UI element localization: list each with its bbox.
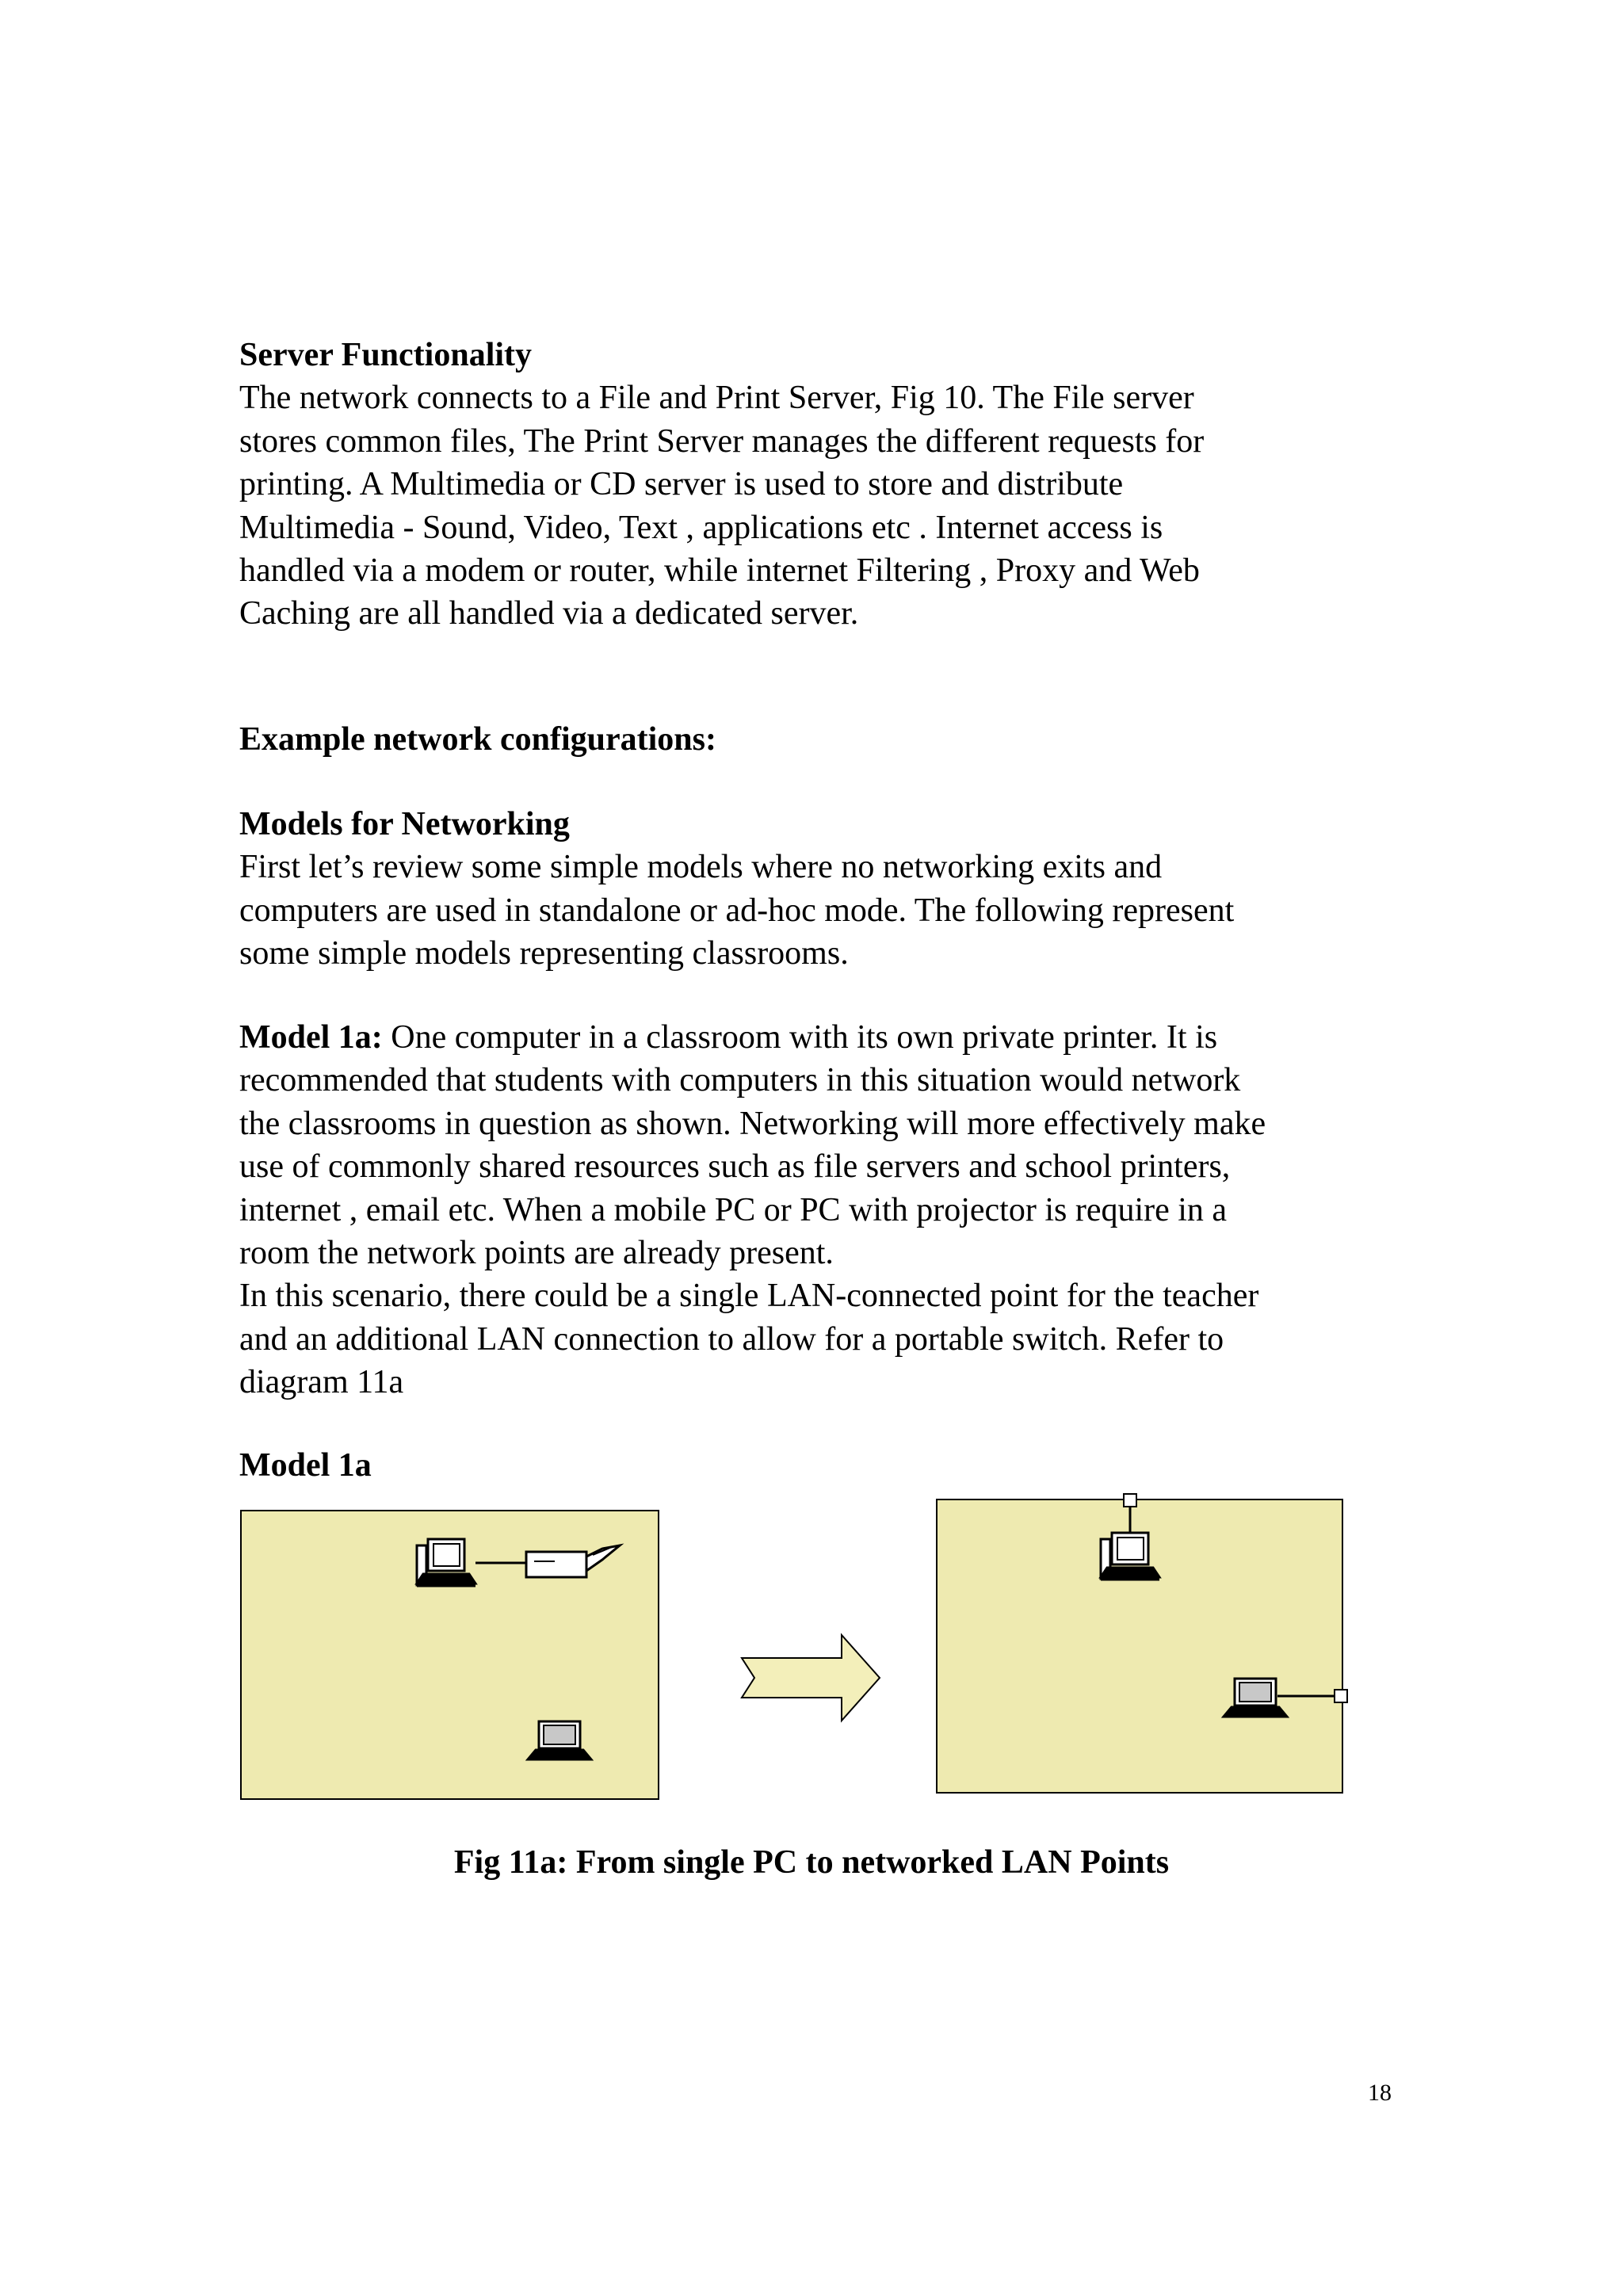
classroom-before (241, 1511, 659, 1799)
right-arrow-icon (742, 1635, 880, 1721)
paragraph-line: computers are used in standalone or ad-hoc mode. The following represent (239, 892, 1235, 929)
paragraph-line: Caching are all handled via a dedicated server. (239, 595, 859, 632)
paragraph-line: The network connects to a File and Print Server, Fig 10. The File server (239, 380, 1194, 417)
paragraph-line: room the network points are already present. (239, 1235, 834, 1272)
paragraph-line: First let’s review some simple models where no networking exits and (239, 849, 1163, 886)
paragraph-line: Multimedia - Sound, Video, Text , applications etc . Internet access is (239, 509, 1163, 546)
lan-point-icon (1335, 1690, 1347, 1702)
section-paragraph (239, 376, 1428, 635)
paragraph-line: In this scenario, there could be a single LAN-connected point for the teacher (239, 1278, 1259, 1315)
server-functionality-section (239, 334, 1428, 636)
paragraph-line: some simple models representing classrooms. (239, 935, 849, 972)
model-lead-label: Model 1a: (239, 1019, 383, 1056)
paragraph-line: use of commonly shared resources such as file servers and school printers, (239, 1148, 1231, 1186)
desktop-pc-icon (1101, 1533, 1159, 1580)
paragraph-text: One computer in a classroom with its own private printer. It is (382, 1019, 1218, 1056)
paragraph-line: stores common files, The Print Server manages the different requests for (239, 422, 1205, 460)
printer-icon (526, 1545, 620, 1577)
paragraph-line: the classrooms in question as shown. Networking will more effectively make (239, 1105, 1266, 1142)
example-configurations-section (239, 718, 1428, 761)
paragraph-line: diagram 11a (239, 1364, 404, 1401)
classroom-after (937, 1499, 1342, 1793)
laptop-icon (1224, 1679, 1287, 1717)
model-1a-label-block (239, 1444, 1428, 1487)
section-heading: Models for Networking (239, 806, 570, 842)
figure-caption: Fig 11a: From single PC to networked LAN Points (453, 1844, 1170, 1881)
paragraph-line: printing. A Multimedia or CD server is used to store and distribute (239, 466, 1124, 503)
paragraph-line: internet , email etc. When a mobile PC or PC with projector is require in a (239, 1191, 1228, 1228)
paragraph-line: handled via a modem or router, while internet Filtering , Proxy and Web (239, 552, 1200, 590)
section-paragraph (239, 846, 1428, 975)
lan-point-icon (1124, 1494, 1136, 1507)
paragraph-line (239, 1016, 1428, 1059)
paragraph-line: recommended that students with computers in this situation would network (239, 1062, 1241, 1099)
model-1a-section (239, 1016, 1428, 1404)
laptop-icon (528, 1721, 591, 1759)
desktop-pc-icon (417, 1539, 475, 1586)
models-for-networking-section (239, 803, 1428, 976)
page-number: 18 (1368, 2080, 1392, 2106)
figure-heading: Model 1a (239, 1447, 372, 1484)
section-heading: Example network configurations: (239, 721, 716, 758)
section-heading: Server Functionality (239, 337, 533, 373)
paragraph-line: and an additional LAN connection to allow for a portable switch. Refer to (239, 1320, 1224, 1358)
